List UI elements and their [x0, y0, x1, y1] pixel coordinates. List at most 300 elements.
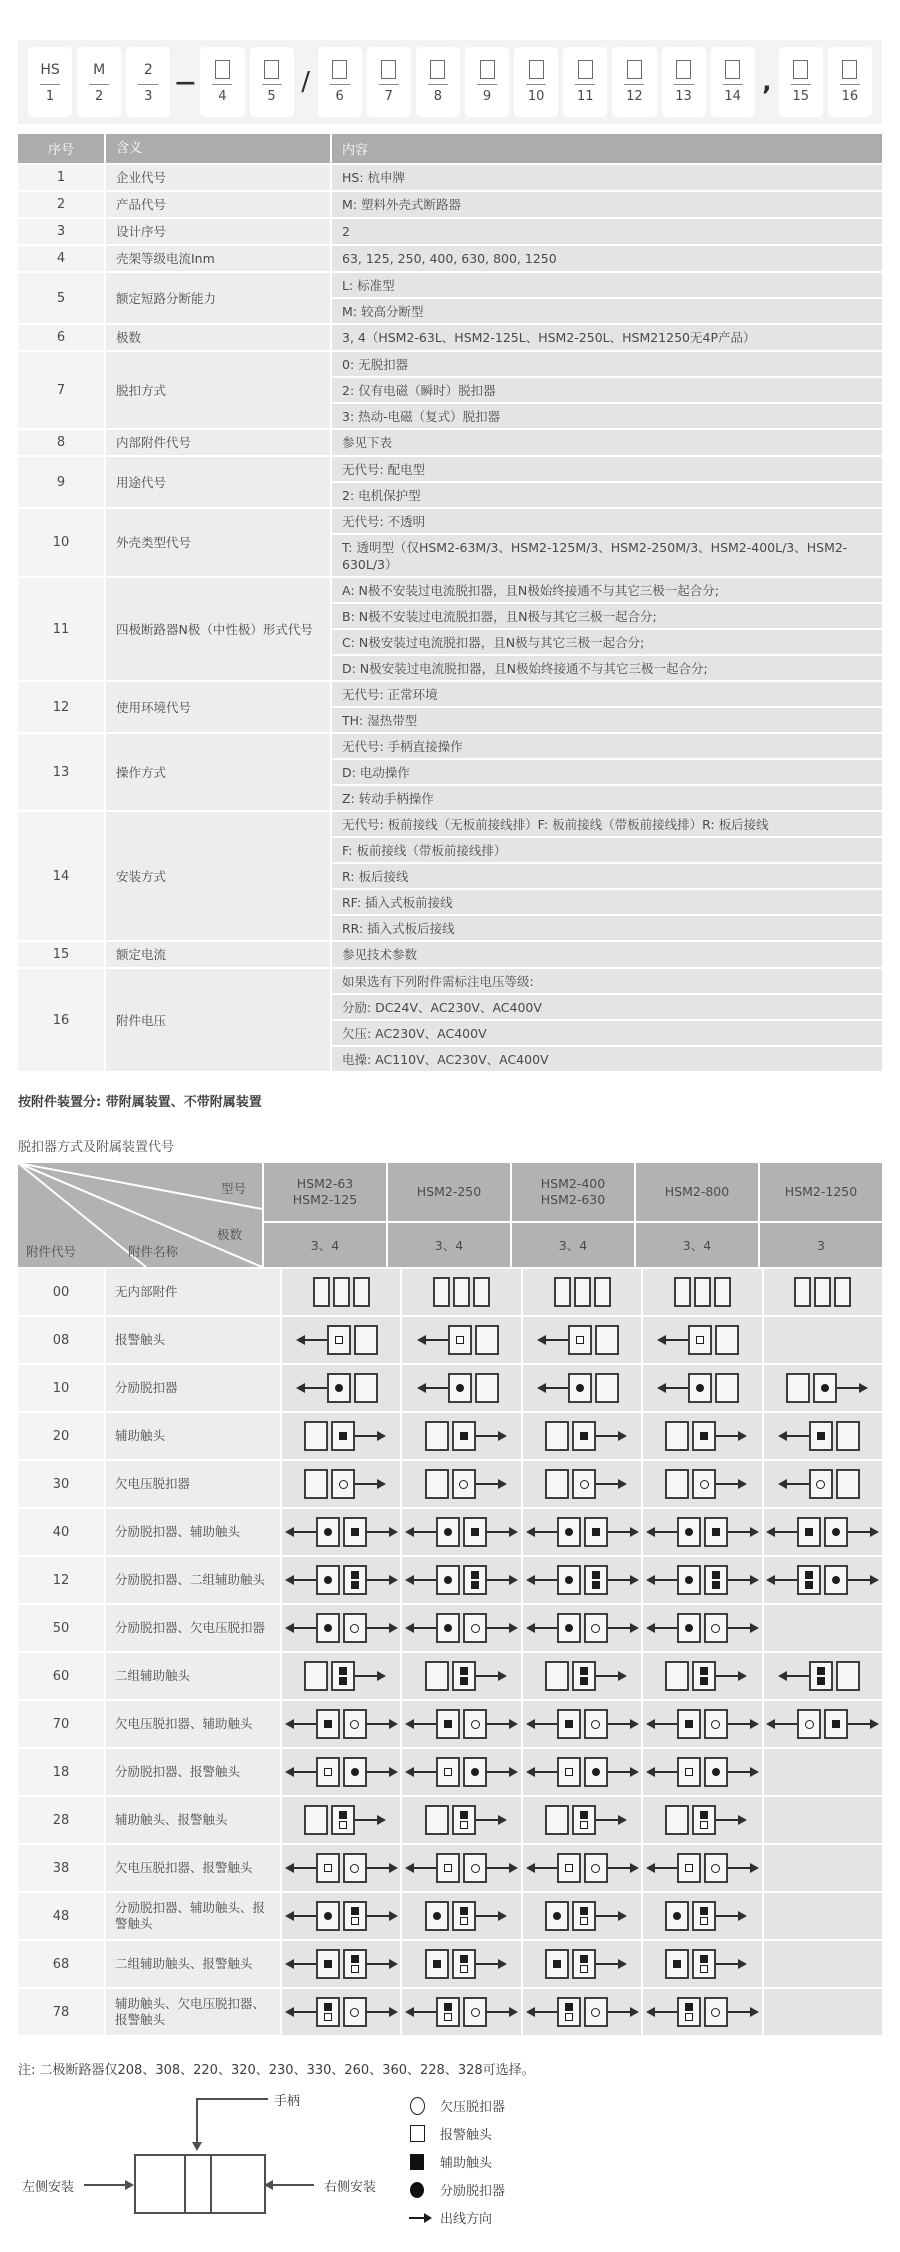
- schematic-box: [433, 1277, 490, 1307]
- auxiliary-contact-icon: [805, 1581, 813, 1589]
- auxiliary-contact-icon: [324, 1720, 332, 1728]
- arrow-left-icon: [293, 1723, 316, 1725]
- content-line: M: 塑料外壳式断路器: [332, 192, 882, 217]
- schematic-compartment: [572, 1469, 596, 1499]
- auxiliary-contact-icon: [565, 1720, 573, 1728]
- schematic-cell: [643, 1701, 761, 1747]
- code-segment-number: 10: [527, 89, 545, 104]
- code-segment-underline: [840, 84, 860, 85]
- content-line: 无代号: 不透明: [332, 509, 882, 533]
- schematic-compartment: [436, 1757, 460, 1787]
- schematic: [545, 1325, 619, 1355]
- arrow-left-icon: [654, 1531, 677, 1533]
- schematic: [534, 1613, 631, 1643]
- arrow-left-icon: [534, 1531, 557, 1533]
- schematic: [425, 1661, 499, 1691]
- row-meaning: 用途代号: [106, 457, 330, 507]
- schematic-cell: [282, 1509, 400, 1555]
- arrow-left-icon: [654, 1579, 677, 1581]
- row-content: [332, 682, 882, 732]
- schematic: [665, 1805, 739, 1835]
- schematic-compartment: [436, 1709, 460, 1739]
- schematic-compartment: [704, 1757, 728, 1787]
- schematic-cell: [643, 1365, 761, 1411]
- placeholder-box-icon: [529, 60, 544, 79]
- schematic-cell: [523, 1941, 641, 1987]
- arrow-right-icon: [476, 1963, 499, 1965]
- arrow-right-icon: [716, 1915, 739, 1917]
- content-line: HS: 杭申牌: [332, 165, 882, 190]
- arrow-right-icon: [728, 1771, 751, 1773]
- alarm-contact-icon: [580, 1965, 588, 1973]
- right-mount-label: 右侧安装: [324, 2180, 377, 2195]
- schematic-box: [313, 1277, 370, 1307]
- accessory-name: 辅助触头、报警触头: [106, 1797, 280, 1843]
- auxiliary-contact-icon: [592, 1581, 600, 1589]
- accessory-table: [18, 1163, 882, 2035]
- arrow-left-icon: [545, 1387, 568, 1389]
- schematic-cell: [764, 1365, 882, 1411]
- schematic-compartment: [425, 1949, 449, 1979]
- undervoltage-release-icon: [591, 1720, 600, 1729]
- code-segment-number: 16: [841, 89, 859, 104]
- schematic: [304, 1325, 378, 1355]
- model-column: [388, 1163, 510, 1267]
- accessory-code: 10: [18, 1365, 104, 1411]
- schematic-cell: [282, 1989, 400, 2035]
- arrow-left-icon: [774, 1723, 797, 1725]
- arrow-left-icon: [293, 2011, 316, 2013]
- arrow-right-icon: [728, 1723, 751, 1725]
- auxiliary-contact-icon: [832, 1720, 840, 1728]
- schematic-compartment: [584, 1853, 608, 1883]
- arrow-right-icon: [608, 1627, 631, 1629]
- code-segment-number: 1: [45, 89, 55, 104]
- schematic-cell: [402, 1269, 520, 1315]
- arrow-right-icon: [728, 1867, 751, 1869]
- accessory-name: 分励脱扣器、辅助触头、报警触头: [106, 1893, 280, 1939]
- content-line: 参见下表: [332, 430, 882, 455]
- schematic-cell: [282, 1941, 400, 1987]
- shunt-release-icon: [351, 1768, 359, 1776]
- schematic-box: [557, 1709, 608, 1739]
- row-number: 2: [18, 192, 104, 217]
- arrow-right-icon: [487, 1579, 510, 1581]
- schematic-box: [436, 1565, 487, 1595]
- schematic-compartment: [436, 1613, 460, 1643]
- legend-item: [406, 2096, 505, 2115]
- schematic-compartment: [343, 1901, 367, 1931]
- schematic: [413, 1757, 510, 1787]
- schematic-cell: [643, 1845, 761, 1891]
- auxiliary-contact-icon: [339, 1811, 347, 1819]
- schematic-compartment: [304, 1469, 328, 1499]
- schematic-compartment: [316, 1709, 340, 1739]
- schematic-cell: [764, 1509, 882, 1555]
- schematic-compartment: [304, 1421, 328, 1451]
- table-row: [18, 352, 882, 428]
- content-line: R: 板后接线: [332, 864, 882, 888]
- schematic-compartment: [304, 1805, 328, 1835]
- schematic: [304, 1421, 378, 1451]
- code-segment-underline: [428, 84, 448, 85]
- header-cell-meaning: 含义: [106, 134, 330, 163]
- model-name: HSM2-630: [540, 1192, 606, 1207]
- undervoltage-release-icon: [816, 1480, 825, 1489]
- accessory-row: [18, 1845, 882, 1891]
- schematic-compartment: [692, 1949, 716, 1979]
- undervoltage-release-icon: [711, 1720, 720, 1729]
- schematic-cell: [523, 1653, 641, 1699]
- table-row: [18, 812, 882, 940]
- schematic-compartment: [425, 1421, 449, 1451]
- code-meaning-table: [18, 134, 882, 1071]
- schematic: [786, 1661, 860, 1691]
- schematic-cell: [523, 1605, 641, 1651]
- schematic: [413, 1853, 510, 1883]
- schematic-cell: [282, 1365, 400, 1411]
- mounting-diagram: [18, 2084, 882, 2252]
- schematic-box: [568, 1325, 619, 1355]
- code-segment-underline: [330, 84, 350, 85]
- schematic: [413, 1565, 510, 1595]
- schematic: [545, 1949, 619, 1979]
- schematic-compartment: [436, 1997, 460, 2027]
- shunt-release-icon: [832, 1576, 840, 1584]
- row-content: [332, 246, 882, 271]
- left-mount-label: 左侧安装: [22, 2180, 75, 2195]
- code-segment: [77, 47, 121, 117]
- schematic-cell: [523, 1317, 641, 1363]
- handle-pointer-line: [196, 2098, 268, 2100]
- schematic-compartment: [333, 1277, 350, 1307]
- table-row: [18, 325, 882, 350]
- arrow-right-icon: [837, 1387, 860, 1389]
- schematic: [413, 1613, 510, 1643]
- schematic-box: [809, 1661, 860, 1691]
- shunt-release-icon: [444, 1528, 452, 1536]
- arrow-left-icon: [774, 1531, 797, 1533]
- schematic: [654, 1709, 751, 1739]
- arrow-right-icon: [608, 1771, 631, 1773]
- schematic-box: [797, 1565, 848, 1595]
- arrow-left-icon: [654, 1771, 677, 1773]
- accessory-name: 报警触头: [106, 1317, 280, 1363]
- placeholder-box-icon: [215, 60, 230, 79]
- undervoltage-release-icon: [580, 1480, 589, 1489]
- schematic: [654, 1565, 751, 1595]
- schematic-compartment: [786, 1373, 810, 1403]
- code-table-header: [18, 134, 882, 163]
- handle-pointer-line: [196, 2098, 198, 2142]
- schematic-compartment: [452, 1469, 476, 1499]
- row-meaning: 使用环境代号: [106, 682, 330, 732]
- arrow-right-icon: [367, 1771, 390, 1773]
- schematic-box: [304, 1469, 355, 1499]
- schematic-box: [557, 1853, 608, 1883]
- schematic: [433, 1277, 490, 1307]
- model-name: HSM2-63: [296, 1176, 354, 1191]
- row-number: 9: [18, 457, 104, 507]
- schematic-cell: [643, 1509, 761, 1555]
- auxiliary-contact-icon: [351, 1571, 359, 1579]
- schematic-compartment: [425, 1901, 449, 1931]
- alarm-contact-icon: [351, 1965, 359, 1973]
- arrow-right-icon: [848, 1531, 871, 1533]
- accessory-code: 38: [18, 1845, 104, 1891]
- arrow-left-icon: [654, 2011, 677, 2013]
- accessory-row: [18, 1605, 882, 1651]
- schematic-compartment: [692, 1469, 716, 1499]
- code-segment-number: 7: [384, 89, 393, 104]
- schematic-cell: [764, 1413, 882, 1459]
- schematic-compartment: [836, 1421, 860, 1451]
- two-pole-footnote: 注: 二极断路器仅208、308、220、320、230、330、260、360、228、328可选择。: [18, 2063, 535, 2078]
- content-line: 如果选有下列附件需标注电压等级:: [332, 969, 882, 993]
- schematic: [654, 1853, 751, 1883]
- schematic-compartment: [343, 1517, 367, 1547]
- shunt-release-icon: [324, 1912, 332, 1920]
- row-meaning: 操作方式: [106, 734, 330, 810]
- arrow-left-icon: [534, 1627, 557, 1629]
- row-content: [332, 734, 882, 810]
- code-segment-value: M: [93, 62, 106, 78]
- schematic-box: [436, 1517, 487, 1547]
- schematic-compartment: [584, 1517, 608, 1547]
- arrow-right-icon: [596, 1435, 619, 1437]
- arrow-left-icon: [534, 2011, 557, 2013]
- code-segment-number: 12: [626, 89, 643, 104]
- arrow-left-icon: [774, 1579, 797, 1581]
- schematic-compartment: [316, 1853, 340, 1883]
- schematic-box: [557, 1517, 608, 1547]
- auxiliary-contact-icon: [471, 1571, 479, 1579]
- schematic-box: [316, 1997, 367, 2027]
- schematic-compartment: [331, 1469, 355, 1499]
- schematic-cell: [523, 1845, 641, 1891]
- shunt-release-icon: [696, 1384, 704, 1392]
- auxiliary-contact-icon: [673, 1960, 681, 1968]
- schematic-box: [436, 1757, 487, 1787]
- schematic-compartment: [665, 1421, 689, 1451]
- breaker-box: [134, 2154, 266, 2214]
- code-segment-underline: [89, 84, 109, 85]
- schematic-cell: [764, 1557, 882, 1603]
- accessory-code: 08: [18, 1317, 104, 1363]
- corner-label-model: 型号: [220, 1181, 246, 1196]
- schematic-cell: [282, 1893, 400, 1939]
- placeholder-box-icon: [381, 60, 396, 79]
- schematic-compartment: [463, 1517, 487, 1547]
- code-segment: [828, 47, 872, 117]
- arrow-down-icon: [192, 2142, 202, 2151]
- schematic: [293, 1613, 390, 1643]
- schematic: [304, 1661, 378, 1691]
- schematic-box: [425, 1469, 476, 1499]
- auxiliary-contact-icon: [580, 1907, 588, 1915]
- shunt-release-icon: [832, 1528, 840, 1536]
- placeholder-box-icon: [793, 60, 808, 79]
- arrow-right-icon: [716, 1819, 739, 1821]
- code-segment: [416, 47, 460, 117]
- schematic-compartment: [824, 1517, 848, 1547]
- content-line: A: N极不安装过电流脱扣器，且N极始终接通不与其它三极一起合分;: [332, 578, 882, 602]
- alarm-contact-icon: [685, 2013, 693, 2021]
- schematic: [313, 1277, 370, 1307]
- schematic-compartment: [545, 1805, 569, 1835]
- schematic-cell: [523, 1797, 641, 1843]
- arrow-right-icon: [367, 1963, 390, 1965]
- code-segment-underline: [526, 84, 546, 85]
- schematic-compartment: [568, 1325, 592, 1355]
- auxiliary-contact-icon: [817, 1432, 825, 1440]
- schematic: [425, 1325, 499, 1355]
- arrow-right-icon: [596, 1483, 619, 1485]
- schematic-box: [425, 1421, 476, 1451]
- schematic-compartment: [694, 1277, 711, 1307]
- schematic-box: [316, 1757, 367, 1787]
- schematic-compartment: [665, 1949, 689, 1979]
- placeholder-box-icon: [332, 60, 347, 79]
- schematic-compartment: [316, 1565, 340, 1595]
- shunt-release-icon: [471, 1768, 479, 1776]
- schematic-compartment: [714, 1277, 731, 1307]
- schematic: [674, 1277, 731, 1307]
- schematic: [654, 1517, 751, 1547]
- schematic-compartment: [448, 1373, 472, 1403]
- schematic: [293, 1709, 390, 1739]
- content-line: 电操: AC110V、AC230V、AC400V: [332, 1047, 882, 1071]
- schematic-cell: [402, 1749, 520, 1795]
- schematic-compartment: [545, 1949, 569, 1979]
- poles-header: 3、4: [636, 1223, 758, 1267]
- schematic: [534, 1853, 631, 1883]
- schematic-compartment: [704, 1517, 728, 1547]
- schematic-box: [425, 1805, 476, 1835]
- shunt-release-icon: [456, 1384, 464, 1392]
- shunt-release-icon: [406, 2182, 428, 2198]
- schematic-cell: [764, 1605, 882, 1651]
- schematic: [425, 1373, 499, 1403]
- shunt-release-icon: [673, 1912, 681, 1920]
- schematic-cell: [643, 1269, 761, 1315]
- schematic-cell: [402, 1797, 520, 1843]
- row-content: [332, 942, 882, 967]
- schematic-compartment: [834, 1277, 851, 1307]
- row-number: 5: [18, 273, 104, 323]
- schematic: [293, 1949, 390, 1979]
- schematic-cell: [764, 1845, 882, 1891]
- model-header: [388, 1163, 510, 1221]
- schematic-compartment: [572, 1421, 596, 1451]
- square-hollow-glyph: [410, 2125, 425, 2142]
- code-segment-number: 14: [724, 89, 741, 104]
- row-number: 16: [18, 969, 104, 1071]
- alarm-contact-icon: [700, 1821, 708, 1829]
- schematic-box: [316, 1613, 367, 1643]
- auxiliary-contact-icon: [592, 1528, 600, 1536]
- schematic-compartment: [665, 1661, 689, 1691]
- table-row: [18, 165, 882, 190]
- content-line: RF: 插入式板前接线: [332, 890, 882, 914]
- schematic: [293, 1517, 390, 1547]
- arrow-left-icon: [413, 1771, 436, 1773]
- arrow-left-icon: [413, 2011, 436, 2013]
- schematic-compartment: [557, 1613, 581, 1643]
- auxiliary-contact-icon: [817, 1677, 825, 1685]
- schematic-compartment: [343, 1949, 367, 1979]
- schematic-compartment: [436, 1853, 460, 1883]
- content-line: 无代号: 配电型: [332, 457, 882, 481]
- schematic-cell: [402, 1365, 520, 1411]
- accessory-name: 分励脱扣器: [106, 1365, 280, 1411]
- content-line: D: N极安装过电流脱扣器，且N极始终接通不与其它三极一起合分;: [332, 656, 882, 680]
- arrow-right-icon: [84, 2184, 126, 2186]
- schematic-compartment: [797, 1709, 821, 1739]
- schematic-compartment: [316, 1757, 340, 1787]
- circle-filled-glyph: [410, 2182, 424, 2198]
- schematic-compartment: [545, 1901, 569, 1931]
- placeholder-box-icon: [725, 60, 740, 79]
- arrow-right-icon: [716, 1675, 739, 1677]
- row-meaning: 壳架等级电流Inm: [106, 246, 330, 271]
- arrow-right-icon: [367, 1915, 390, 1917]
- corner-label-name: 附件名称: [128, 1244, 179, 1259]
- schematic-compartment: [331, 1421, 355, 1451]
- table-row: [18, 219, 882, 244]
- alarm-contact-icon: [580, 1821, 588, 1829]
- code-segment-number: 9: [482, 89, 492, 104]
- model-column: [512, 1163, 634, 1267]
- shunt-release-icon: [565, 1528, 573, 1536]
- undervoltage-release-icon: [406, 2097, 428, 2115]
- arrow-left-icon: [413, 1531, 436, 1533]
- accessory-row: [18, 1413, 882, 1459]
- schematic-compartment: [572, 1949, 596, 1979]
- schematic: [654, 1997, 751, 2027]
- schematic-cell: [643, 1605, 761, 1651]
- schematic-box: [545, 1805, 596, 1835]
- schematic-box: [316, 1853, 367, 1883]
- schematic-compartment: [704, 1565, 728, 1595]
- schematic-compartment: [692, 1805, 716, 1835]
- schematic-box: [304, 1805, 355, 1835]
- schematic-box: [545, 1469, 596, 1499]
- arrow-left-icon: [665, 1387, 688, 1389]
- schematic-cell: [523, 1989, 641, 2035]
- row-number: 10: [18, 509, 104, 576]
- row-meaning: 脱扣方式: [106, 352, 330, 428]
- row-number: 11: [18, 578, 104, 680]
- row-content: [332, 969, 882, 1071]
- auxiliary-contact-icon: [351, 1528, 359, 1536]
- code-separator: ,: [762, 68, 772, 96]
- schematic-cell: [643, 1557, 761, 1603]
- schematic-compartment: [595, 1373, 619, 1403]
- schematic: [425, 1949, 499, 1979]
- accessory-code: 40: [18, 1509, 104, 1555]
- schematic-box: [316, 1709, 367, 1739]
- shunt-release-icon: [592, 1768, 600, 1776]
- schematic-box: [674, 1277, 731, 1307]
- schematic-compartment: [674, 1277, 691, 1307]
- auxiliary-contact-icon: [592, 1571, 600, 1579]
- arrow-right-icon: [728, 1579, 751, 1581]
- schematic-compartment: [463, 1853, 487, 1883]
- arrow-left-icon: [654, 1723, 677, 1725]
- header-cell-content: 内容: [332, 134, 882, 163]
- arrow-right-icon: [367, 1723, 390, 1725]
